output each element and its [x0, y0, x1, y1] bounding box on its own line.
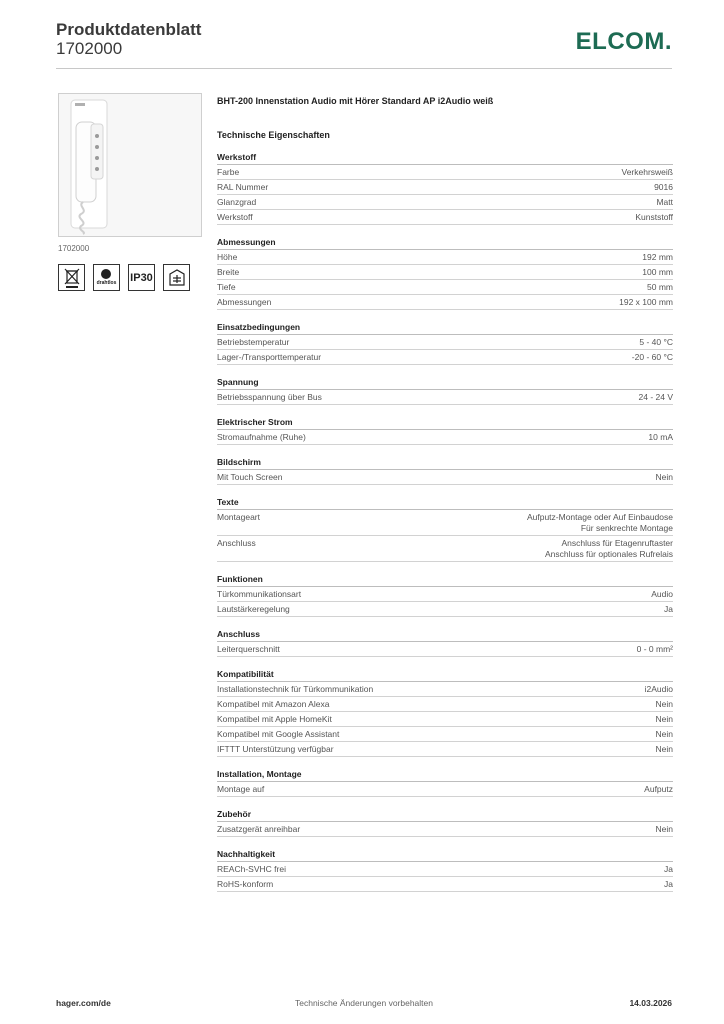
- property-row: [217, 210, 673, 225]
- property-value: Verkehrsweiß: [621, 167, 673, 177]
- property-value: 5 - 40 °C: [639, 337, 673, 347]
- property-label: Kompatibel mit Apple HomeKit: [217, 714, 332, 724]
- property-label: Abmessungen: [217, 297, 272, 307]
- property-value: Nein: [655, 472, 673, 482]
- property-value-line: Für senkrechte Montage: [580, 523, 673, 533]
- property-label: Lautstärkeregelung: [217, 604, 290, 614]
- property-row: [217, 712, 673, 727]
- section-title: Bildschirm: [217, 456, 673, 470]
- certification-icons: [58, 264, 190, 291]
- surface-mount-icon: [163, 264, 190, 291]
- drahtlos-icon: [93, 264, 120, 291]
- section-texte: [217, 496, 673, 562]
- section-nachhaltigkeit: [217, 848, 673, 892]
- property-row: [217, 682, 673, 697]
- property-label: RoHS-konform: [217, 879, 274, 889]
- section-bildschirm: [217, 456, 673, 485]
- header-divider: [56, 68, 672, 69]
- property-value: i2Audio: [644, 684, 673, 694]
- property-row: [217, 295, 673, 310]
- property-value: Matt: [656, 197, 673, 207]
- property-label: RAL Nummer: [217, 182, 269, 192]
- property-label: Türkommunikationsart: [217, 589, 302, 599]
- property-label: Lager-/Transporttemperatur: [217, 352, 322, 362]
- ip30-label: IP30: [130, 271, 153, 284]
- tech-properties-title: Technische Eigenschaften: [217, 130, 330, 140]
- property-value: Ja: [664, 879, 673, 889]
- property-label: Höhe: [217, 252, 238, 262]
- section-title: Einsatzbedingungen: [217, 321, 673, 335]
- property-value: Ja: [664, 864, 673, 874]
- section-title: Anschluss: [217, 628, 673, 642]
- section-elektrischer-strom: [217, 416, 673, 445]
- section-title: Installation, Montage: [217, 768, 673, 782]
- property-value-line: Anschluss für Etagenruftaster: [561, 538, 673, 548]
- property-value: 10 mA: [648, 432, 673, 442]
- footer-disclaimer: Technische Änderungen vorbehalten: [295, 998, 433, 1008]
- property-label: Stromaufnahme (Ruhe): [217, 432, 306, 442]
- elcom-logo: ELCOM.: [575, 28, 672, 55]
- property-label: Montageart: [217, 512, 260, 522]
- property-label: Werkstoff: [217, 212, 253, 222]
- property-row: [217, 877, 673, 892]
- property-value: [266, 538, 673, 560]
- property-label: Montage auf: [217, 784, 265, 794]
- property-row: [217, 587, 673, 602]
- property-row: [217, 165, 673, 180]
- section-einsatzbedingungen: [217, 321, 673, 365]
- section-zubehör: [217, 808, 673, 837]
- weee-icon: [58, 264, 85, 291]
- property-row: [217, 742, 673, 757]
- product-image-label: 1702000: [58, 244, 90, 253]
- property-value: 192 x 100 mm: [619, 297, 673, 307]
- property-value: -20 - 60 °C: [631, 352, 673, 362]
- property-row: [217, 265, 673, 280]
- ip30-icon: [128, 264, 155, 291]
- property-row: [217, 180, 673, 195]
- section-funktionen: [217, 573, 673, 617]
- section-abmessungen: [217, 236, 673, 310]
- property-label: REACh-SVHC frei: [217, 864, 286, 874]
- property-label: Mit Touch Screen: [217, 472, 283, 482]
- property-value: 192 mm: [642, 252, 673, 262]
- property-label: Betriebstemperatur: [217, 337, 290, 347]
- section-kompatibilität: [217, 668, 673, 757]
- property-label: Kompatibel mit Google Assistant: [217, 729, 340, 739]
- property-value: [270, 512, 673, 534]
- property-row: [217, 195, 673, 210]
- property-value: 100 mm: [642, 267, 673, 277]
- property-row: [217, 602, 673, 617]
- property-row: [217, 822, 673, 837]
- article-number: 1702000: [56, 39, 123, 58]
- property-value: Nein: [655, 699, 673, 709]
- property-row: [217, 536, 673, 562]
- section-title: Nachhaltigkeit: [217, 848, 673, 862]
- property-value: Aufputz: [644, 784, 673, 794]
- property-value: Ja: [664, 604, 673, 614]
- property-label: Kompatibel mit Amazon Alexa: [217, 699, 330, 709]
- property-row: [217, 250, 673, 265]
- property-row: [217, 335, 673, 350]
- property-value: Audio: [651, 589, 673, 599]
- product-image: [58, 93, 202, 237]
- property-row: [217, 642, 673, 657]
- property-label: Leiterquerschnitt: [217, 644, 280, 654]
- section-spannung: [217, 376, 673, 405]
- section-title: Abmessungen: [217, 236, 673, 250]
- property-value: 9016: [654, 182, 673, 192]
- property-row: [217, 280, 673, 295]
- section-title: Funktionen: [217, 573, 673, 587]
- property-row: [217, 862, 673, 877]
- section-title: Zubehör: [217, 808, 673, 822]
- property-row: [217, 782, 673, 797]
- property-label: Farbe: [217, 167, 240, 177]
- property-row: [217, 697, 673, 712]
- section-anschluss: [217, 628, 673, 657]
- property-label: Anschluss: [217, 538, 256, 548]
- property-label: Zusatzgerät anreihbar: [217, 824, 301, 834]
- property-value: Nein: [655, 744, 673, 754]
- footer-website: hager.com/de: [56, 998, 111, 1008]
- property-row: [217, 470, 673, 485]
- section-installation-montage: [217, 768, 673, 797]
- intercom-device-illustration: [59, 94, 201, 236]
- property-value: Nein: [655, 824, 673, 834]
- datasheet-content: [217, 95, 673, 892]
- property-sections: [217, 151, 673, 892]
- property-label: Tiefe: [217, 282, 236, 292]
- section-title: Kompatibilität: [217, 668, 673, 682]
- property-row: [217, 390, 673, 405]
- property-value-line: Aufputz-Montage oder Auf Einbaudose: [526, 512, 673, 522]
- property-value: Nein: [655, 729, 673, 739]
- property-label: Installationstechnik für Türkommunikation: [217, 684, 374, 694]
- drahtlos-label: drahtlos: [96, 280, 117, 286]
- property-row: [217, 510, 673, 536]
- section-werkstoff: [217, 151, 673, 225]
- property-row: [217, 727, 673, 742]
- property-row: [217, 350, 673, 365]
- property-value: 24 - 24 V: [638, 392, 673, 402]
- property-value: Kunststoff: [635, 212, 673, 222]
- property-value: Nein: [655, 714, 673, 724]
- product-title: BHT-200 Innenstation Audio mit Hörer Standard AP i2Audio weiß: [217, 96, 494, 106]
- property-label: Glanzgrad: [217, 197, 257, 207]
- property-label: Betriebsspannung über Bus: [217, 392, 322, 402]
- property-value-line: Anschluss für optionales Rufrelais: [544, 549, 673, 559]
- section-title: Werkstoff: [217, 151, 673, 165]
- page-title: Produktdatenblatt: [56, 20, 202, 39]
- property-label: Breite: [217, 267, 240, 277]
- property-row: [217, 430, 673, 445]
- property-label: IFTTT Unterstützung verfügbar: [217, 744, 334, 754]
- section-title: Spannung: [217, 376, 673, 390]
- footer-date: 14.03.2026: [629, 998, 672, 1008]
- property-value: 0 - 0 mm²: [636, 644, 673, 654]
- section-title: Texte: [217, 496, 673, 510]
- property-value: 50 mm: [647, 282, 673, 292]
- section-title: Elektrischer Strom: [217, 416, 673, 430]
